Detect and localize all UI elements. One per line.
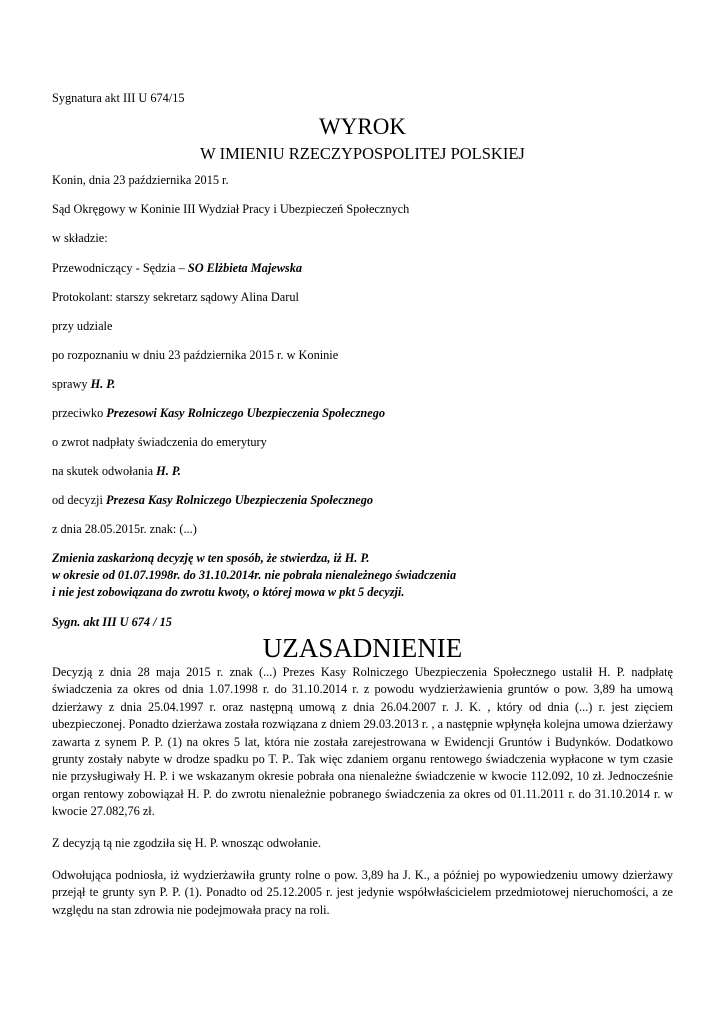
appeal-party-name: H. P. (156, 464, 181, 478)
decision-label: od decyzji (52, 493, 106, 507)
place-date: Konin, dnia 23 października 2015 r. (52, 173, 229, 187)
hearing-info: po rozpoznaniu w dniu 23 października 2015 r. w Koninie (52, 348, 339, 362)
appeal-party (52, 463, 181, 479)
justification-paragraph-2: Z decyzją tą nie zgodziła się H. P. wnosząc odwołanie. (52, 836, 322, 850)
composition-label: w składzie: (52, 231, 108, 245)
presiding-judge (52, 260, 302, 276)
presiding-name: SO Elżbieta Majewska (187, 261, 302, 275)
clerk: Protokolant: starszy sekretarz sądowy Alina Darul (52, 290, 299, 304)
justification-paragraph-1: Decyzją z dnia 28 maja 2015 r. znak (...) Prezes Kasy Rolniczego Ubezpieczenia Społecznego ustalił H. P. nadpłatę świadczenia za okres od dnia 1.07.1998 r. do 31.10.2014 r. z powodu wydzierżawienia gruntów o pow. 3,89 ha umową dzierżawy z dnia 25.04.1997 r. oraz następną umową z dnia 26.04.2007 r. J. K. , który od dnia (...) r. jest zięciem ubezpieczonej. Ponadto dzierżawa została rozwiązana z dniem 29.03.2013 r. , a następnie wpłynęła kolejna umowa dzierżawy zawarta z synem P. P. (1) na okres 5 lat, która nie została zarejestrowana w Ewidencji Gruntów i Budynków. Dodatkowo grunty zostały nabyte w drodze spadku po T. P.. Tak więc zdaniem organu rentowego świadczenia wypłacone w tym czasie nie przysługiwały H. P. i we wskazanym okresie pobrała ona nienależne świadczenie w kwocie 112.092, 10 zł. Jednocześnie organ rentowy zobowiązał H. P. do zwrotu nienależnie pobranego świadczenia za okres od 01.11.2011 r. do 31.10.2014 r. w kwocie 27.082,76 zł. (52, 665, 673, 819)
ruling-line-2: w okresie od 01.07.1998r. do 31.10.2014r. nie pobrała nienależnego świadczenia (52, 568, 457, 582)
judgment-title: WYROK (319, 114, 406, 139)
case-signature: Sygnatura akt III U 674/15 (52, 91, 185, 105)
against-party (52, 405, 385, 421)
court-name: Sąd Okręgowy w Koninie III Wydział Pracy i Ubezpieczeń Społecznych (52, 202, 410, 216)
judgment-subtitle: W IMIENIU RZECZYPOSPOLITEJ POLSKIEJ (200, 144, 525, 163)
justification-paragraph-3: Odwołująca podniosła, iż wydzierżawiła grunty rolne o pow. 3,89 ha J. K., a później po wypowiedzeniu umowy dzierżawy przejął te grunty syn P. P. (1). Ponadto od 25.12.2005 r. jest jedynie współwłaścicielem przedmiotowej nieruchomości, a ze względu na stan zdrowia nie podejmowała pracy na roli. (52, 868, 673, 917)
decision-party (52, 492, 373, 508)
appeal-label: na skutek odwołania (52, 464, 157, 478)
presiding-label: Przewodniczący - Sędzia – (52, 261, 188, 275)
case-subject: o zwrot nadpłaty świadczenia do emerytury (52, 435, 267, 449)
participation: przy udziale (52, 319, 113, 333)
decision-party-name: Prezesa Kasy Rolniczego Ubezpieczenia Społecznego (105, 493, 374, 507)
case-party (52, 376, 115, 392)
justification-title: UZASADNIENIE (262, 633, 463, 663)
ruling-line-1: Zmienia zaskarżoną decyzję w ten sposób, że stwierdza, iż H. P. (52, 551, 370, 565)
justification-case-ref: Sygn. akt III U 674 / 15 (52, 615, 172, 629)
case-label: sprawy (52, 377, 91, 391)
decision-date: z dnia 28.05.2015r. znak: (...) (52, 522, 197, 536)
ruling-line-3: i nie jest zobowiązana do zwrotu kwoty, o której mowa w pkt 5 decyzji. (52, 585, 405, 599)
case-party-name: H. P. (90, 377, 116, 391)
against-party-name: Prezesowi Kasy Rolniczego Ubezpieczenia Społecznego (106, 406, 386, 420)
against-label: przeciwko (52, 406, 107, 420)
